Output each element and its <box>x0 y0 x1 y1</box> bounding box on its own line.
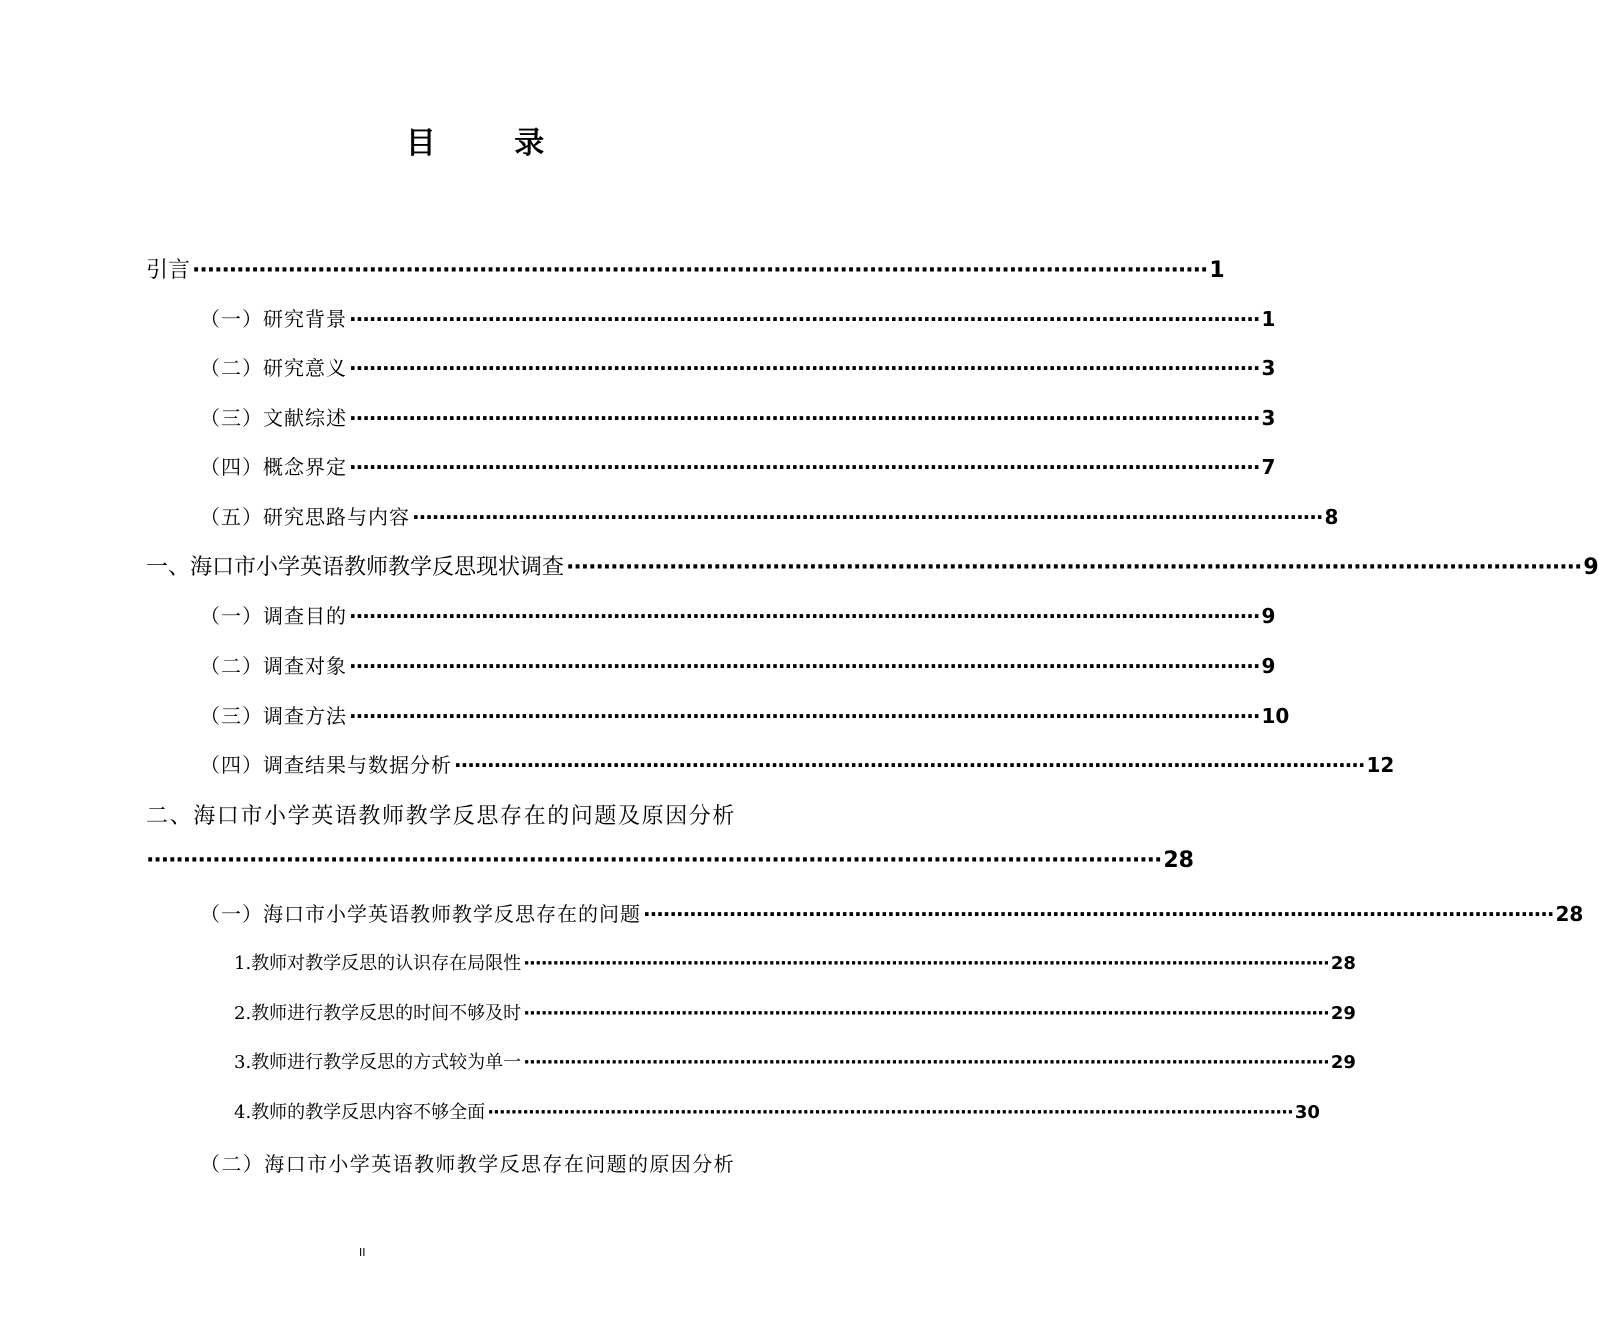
toc-entry-label: 3.教师进行教学反思的方式较为单一 <box>234 1052 522 1073</box>
toc-entry-label: 1.教师对教学反思的认识存在局限性 <box>234 953 522 974</box>
toc-entry-label: （一）调查目的 <box>200 604 347 628</box>
toc-page-number: 10 <box>1261 704 1290 728</box>
toc-leader-dots: ·········································································································································· <box>523 1052 1329 1073</box>
toc-leader-dots: ·········································································································································· <box>349 307 1260 331</box>
toc-entry[interactable] <box>146 253 1225 284</box>
toc-entry-label: （五）研究思路与内容 <box>200 505 410 529</box>
toc-page-number: 1 <box>1209 258 1225 283</box>
toc-entry[interactable] <box>200 898 1584 927</box>
toc-entry[interactable] <box>200 600 1276 629</box>
toc-leader-dots: ·········································································································································· <box>349 604 1260 628</box>
toc-entry[interactable] <box>200 352 1276 381</box>
toc-leader-dots: ·········································································································································· <box>412 505 1323 529</box>
toc-entry-label: （一）海口市小学英语教师教学反思存在的问题 <box>200 902 641 926</box>
toc-entry[interactable] <box>146 848 1194 873</box>
toc-entry-label[interactable]: 二、海口市小学英语教师教学反思存在的问题及原因分析 <box>146 804 737 829</box>
toc-entry[interactable] <box>234 1098 1320 1124</box>
toc-leader-dots: ·········································································································································· <box>566 555 1582 580</box>
toc-page-number: 7 <box>1261 455 1276 479</box>
toc-leader-dots: ·········································································································································· <box>643 902 1554 926</box>
toc-entry[interactable] <box>234 949 1356 975</box>
toc-page-number: 9 <box>1583 555 1599 580</box>
toc-entry[interactable] <box>200 700 1290 729</box>
toc-entry[interactable] <box>234 1048 1356 1074</box>
toc-entry[interactable] <box>200 451 1276 480</box>
toc-leader-dots: ·········································································································································· <box>454 753 1365 777</box>
toc-page-number: 28 <box>1555 902 1584 926</box>
toc-entry[interactable] <box>200 303 1276 332</box>
toc-page-number: 9 <box>1261 604 1276 628</box>
toc-entry-label: （二）调查对象 <box>200 654 347 678</box>
toc-leader-dots: ·········································································································································· <box>192 258 1208 283</box>
toc-leader-dots: ·········································································································································· <box>349 704 1260 728</box>
toc-entry-label[interactable]: （二）海口市小学英语教师教学反思存在问题的原因分析 <box>200 1152 735 1176</box>
toc-leader-dots: ·········································································································································· <box>523 1003 1329 1024</box>
toc-entry-label: 4.教师的教学反思内容不够全面 <box>234 1102 486 1123</box>
toc-page-number: 29 <box>1330 1003 1356 1024</box>
toc-page-number: 28 <box>1163 848 1194 873</box>
toc-page-number: 8 <box>1324 505 1339 529</box>
toc-entry-label: （四）概念界定 <box>200 455 347 479</box>
toc-page-number: 3 <box>1261 406 1276 430</box>
toc-entry-label: （二）研究意义 <box>200 356 347 380</box>
toc-entry-label: 引言 <box>146 258 191 283</box>
page-title: 目 录 <box>405 126 579 161</box>
page-footer-number: II <box>359 1246 366 1259</box>
toc-entry[interactable] <box>200 501 1339 530</box>
toc-page-number: 3 <box>1261 356 1276 380</box>
toc-entry-label: 一、海口市小学英语教师教学反思现状调查 <box>146 555 565 580</box>
toc-page-number: 29 <box>1330 1052 1356 1073</box>
toc-leader-dots: ·········································································································································· <box>487 1102 1293 1123</box>
toc-entry-label: （三）调查方法 <box>200 704 347 728</box>
toc-leader-dots: ·········································································································································· <box>523 953 1329 974</box>
toc-page-number: 1 <box>1261 307 1276 331</box>
toc-page-number: 28 <box>1330 953 1356 974</box>
toc-entry-label: （四）调查结果与数据分析 <box>200 753 452 777</box>
toc-entry[interactable] <box>146 550 1599 581</box>
toc-page-number: 9 <box>1261 654 1276 678</box>
toc-entry[interactable] <box>200 650 1276 679</box>
toc-leader-dots: ·········································································································································· <box>349 654 1260 678</box>
toc-entry-label: （三）文献综述 <box>200 406 347 430</box>
toc-leader-dots: ·········································································································································· <box>146 848 1162 873</box>
toc-page-number: 12 <box>1366 753 1395 777</box>
toc-entry-label: （一）研究背景 <box>200 307 347 331</box>
toc-page-number: 30 <box>1294 1102 1320 1123</box>
toc-leader-dots: ·········································································································································· <box>349 356 1260 380</box>
toc-entry[interactable] <box>200 402 1276 431</box>
toc-entry[interactable] <box>234 999 1356 1025</box>
toc-leader-dots: ·········································································································································· <box>349 406 1260 430</box>
toc-entry[interactable] <box>200 749 1395 778</box>
toc-entry-label: 2.教师进行教学反思的时间不够及时 <box>234 1003 522 1024</box>
toc-leader-dots: ·········································································································································· <box>349 455 1260 479</box>
